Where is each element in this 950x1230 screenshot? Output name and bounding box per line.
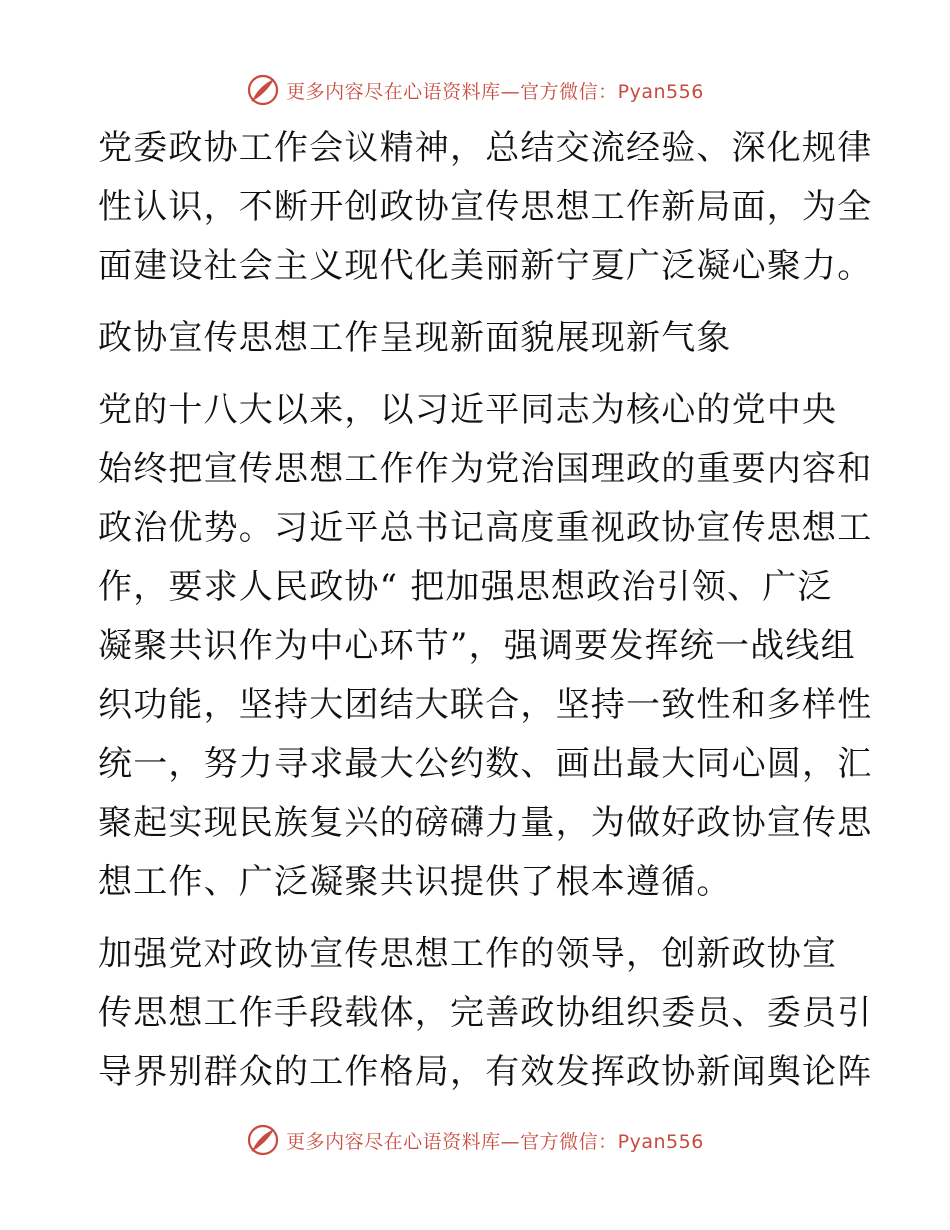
paragraph-2-line-5: 凝聚共识作为中心环节”，强调要发挥统一战线组 (98, 626, 856, 666)
paragraph-3-line-2: 传思想工作手段载体，完善政协组织委员、委员引 (98, 993, 873, 1033)
paragraph-2-line-7: 统一，努力寻求最大公约数、画出最大同心圆，汇 (98, 744, 873, 784)
paragraph-3-line-1: 加强党对政协宣传思想工作的领导，创新政协宣 (98, 934, 838, 974)
paragraph-1-line-3: 面建设社会主义现代化美丽新宁夏广泛凝心聚力。 (98, 246, 873, 286)
paragraph-2-line-6: 织功能，坚持大团结大联合，坚持一致性和多样性 (98, 685, 873, 725)
section-heading: 政协宣传思想工作呈现新面貌展现新气象 (98, 318, 732, 358)
footer-banner (0, 1120, 950, 1160)
paragraph-2-line-2: 始终把宣传思想工作作为党治国理政的重要内容和 (98, 449, 873, 489)
header-banner (0, 70, 950, 110)
paragraph-2-line-1: 党的十八大以来，以习近平同志为核心的党中央 (98, 390, 838, 430)
paragraph-2-line-9: 想工作、广泛凝聚共识提供了根本遵循。 (98, 862, 732, 902)
quill-logo-icon (246, 73, 280, 107)
paragraph-3-line-3: 导界别群众的工作格局，有效发挥政协新闻舆论阵 (98, 1052, 873, 1092)
paragraph-1-line-2: 性认识，不断开创政协宣传思想工作新局面，为全 (98, 187, 873, 227)
paragraph-1-line-1: 党委政协工作会议精神，总结交流经验、深化规律 (98, 128, 873, 168)
footer-banner-text: 更多内容尽在心语资料库—官方微信：Pyan556 (286, 1130, 704, 1153)
quill-logo-icon (246, 1123, 280, 1157)
paragraph-2-line-8: 聚起实现民族复兴的磅礴力量，为做好政协宣传思 (98, 803, 873, 843)
header-banner-text: 更多内容尽在心语资料库—官方微信：Pyan556 (286, 80, 704, 103)
paragraph-2-line-4: 作，要求人民政协“ 把加强思想政治引领、广泛 (98, 567, 833, 607)
paragraph-2-line-3: 政治优势。习近平总书记高度重视政协宣传思想工 (98, 508, 873, 548)
